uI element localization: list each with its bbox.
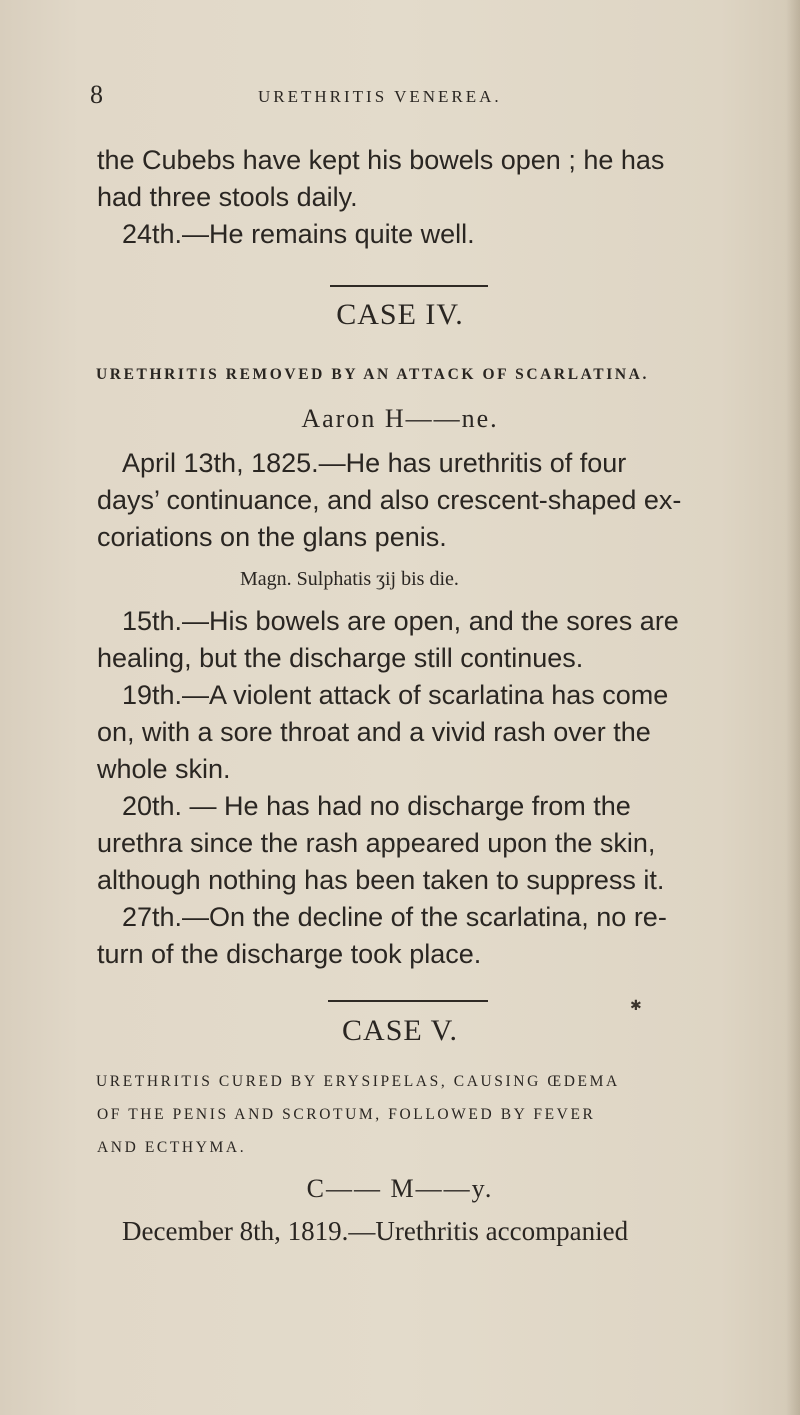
text-line: on, with a sore throat and a vivid rash over the [97, 717, 651, 747]
prescription: Magn. Sulphatis ʒij bis die. [240, 568, 459, 590]
text-line: coriations on the glans penis. [97, 522, 447, 552]
case-v-patient: C—— M——y. [306, 1174, 494, 1203]
section-divider [328, 1000, 488, 1002]
text-line: although nothing has been taken to suppress it. [97, 865, 665, 895]
text-line: healing, but the discharge still continues. [97, 643, 584, 673]
case-v-title: CASE V. [342, 1014, 458, 1047]
text-line: 19th.—A violent attack of scarlatina has come [122, 680, 669, 710]
text-line: 15th.—His bowels are open, and the sores are [122, 606, 679, 636]
section-divider [330, 285, 488, 287]
case-v-subtitle-line: OF THE PENIS AND SCROTUM, FOLLOWED BY FEVER [97, 1106, 596, 1123]
text-line: urethra since the rash appeared upon the skin, [97, 828, 656, 858]
running-head: URETHRITIS VENEREA. [258, 87, 502, 106]
text-line: 27th.—On the decline of the scarlatina, no re- [122, 902, 667, 932]
case-iv-patient: Aaron H——ne. [301, 404, 499, 433]
text-line: days’ continuance, and also crescent-shaped ex- [97, 485, 682, 515]
page-number: 8 [90, 80, 103, 109]
case-v-subtitle-line: AND ECTHYMA. [97, 1139, 247, 1156]
page-header [90, 82, 770, 112]
text-line: the Cubebs have kept his bowels open ; he has [97, 145, 665, 175]
text-line: turn of the discharge took place. [97, 939, 482, 969]
text-line: had three stools daily. [97, 182, 358, 212]
text-line: April 13th, 1825.—He has urethritis of four [122, 448, 627, 478]
stray-mark-icon: ✱ [630, 999, 642, 1014]
text-line: whole skin. [97, 754, 231, 784]
text-line: December 8th, 1819.—Urethritis accompanied [122, 1216, 629, 1246]
case-iv-subtitle: URETHRITIS REMOVED BY AN ATTACK OF SCARLATINA. [96, 366, 649, 383]
case-v-subtitle-line: URETHRITIS CURED BY ERYSIPELAS, CAUSING ŒDEMA [96, 1073, 620, 1090]
case-iv-title: CASE IV. [336, 298, 464, 331]
text-line: 24th.—He remains quite well. [122, 219, 475, 249]
text-line: 20th. — He has had no discharge from the [122, 791, 631, 821]
